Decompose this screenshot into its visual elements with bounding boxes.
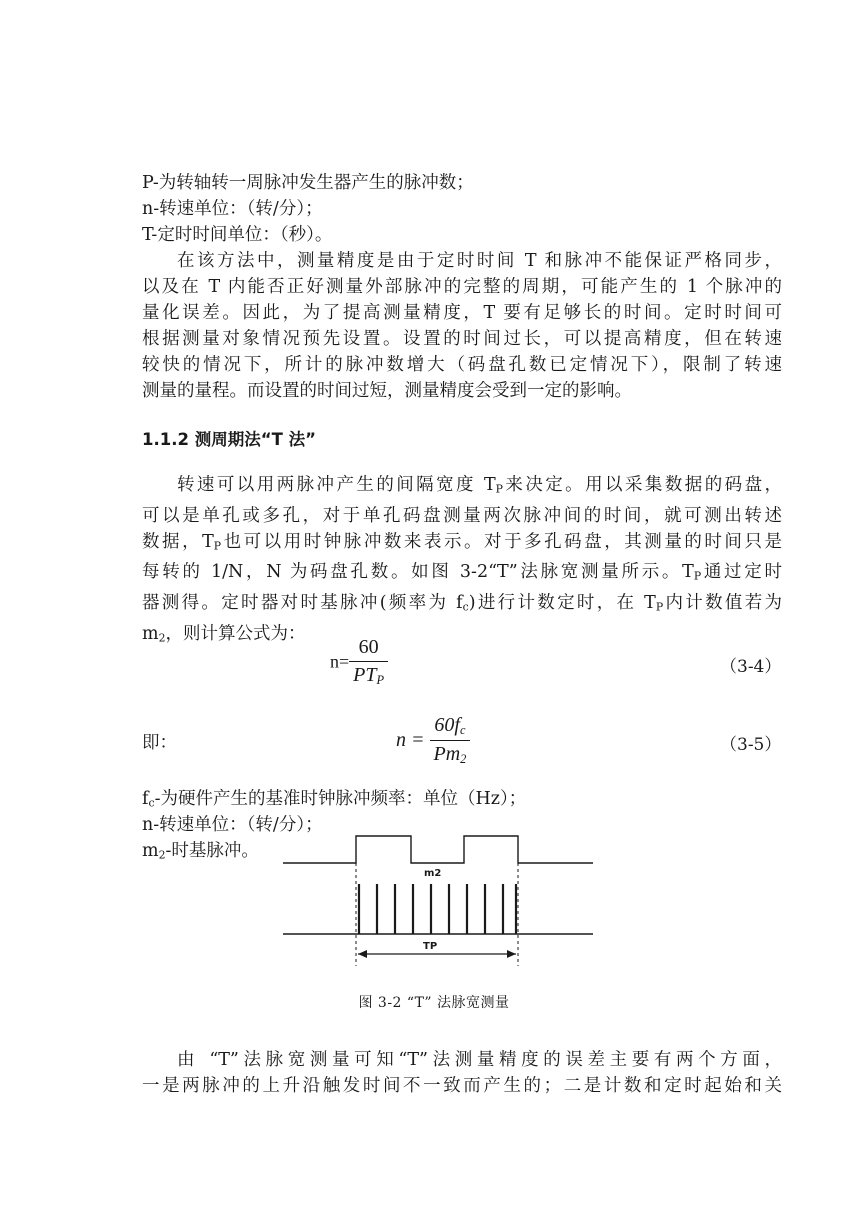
paragraph-line: 每转的 1/N，N 为码盘孔数。如图 3-2“T”法脉宽测量所示。$T_P$通过定时 [142,562,782,584]
paragraph-3 [142,1047,782,1099]
definition-fc: $f_c-$为硬件产生的基准时钟脉冲频率：单位（Hz）； [142,789,527,810]
figure-caption: 图 3-2 “T” 法脉宽测量 [358,995,510,1011]
definition-m2: $m_2-$时基脉冲。 [142,841,259,862]
equation-number-3-5: （3-5） [720,735,782,755]
paragraph-line: 以及在 T 内能否正好测量外部脉冲的完整的周期，可能产生的 1 个脉冲的 [142,277,782,297]
paragraph-line: 一是两脉冲的上升沿触发时间不一致而产生的；二是计数和定时起始和关 [142,1076,782,1096]
tp-arrowhead-left [358,950,367,958]
equation-denominator: $Pm_2$ [433,743,467,767]
definition-p: P-为转轴转一周脉冲发生器产生的脉冲数； [142,173,474,193]
definition-n: n-转速单位：（转/分）； [142,199,323,219]
equation-number-3-4: （3-4） [720,657,782,677]
equation-prefix: 即： [142,733,177,753]
clock-pulses [359,884,516,934]
definition-n-unit: n-转速单位：（转/分）； [142,815,323,835]
paragraph-line: 可以是单孔或多孔，对于单孔码盘测量两次脉冲间的时间，就可测出转述 [142,505,782,526]
paragraph-line: 转速可以用两脉冲产生的间隔宽度 $T_P$来决定。用以采集数据的码盘， [177,475,783,496]
paragraph-line: 测量的量程。而设置的时间过短，测量精度会受到一定的影响。 [142,381,632,401]
paragraph-line: 根据测量对象情况预先设置。设置的时间过长，可以提高精度，但在转速 [142,329,782,349]
section-heading: 1.1.2 测周期法“T 法” [142,430,316,449]
paragraph-line: 量化误差。因此，为了提高测量精度，T 要有足够长的时间。定时时间可 [142,303,782,323]
equation-denominator: $PT_P$ [353,664,385,688]
label-tp: TP [423,941,438,952]
paragraph-line: 器测得。定时器对时基脉冲(频率为 $f_c$)进行计数定时，在 $T_P$内计数值若为 [142,593,783,614]
equation-numerator: 60 [349,636,388,662]
pulse-waveform [283,836,593,863]
paragraph-line: 由 “T”法脉宽测量可知“T”法测量精度的误差主要有两个方面， [177,1050,782,1070]
paragraph-line: 数据，$T_P$也可以用时钟脉冲数来表示。对于多孔码盘，其测量的时间只是 [142,531,782,553]
paragraph-line: $m_2$，则计算公式为： [142,623,306,645]
definition-t: T-定时时间单位：（秒）。 [142,225,333,245]
label-m2: m2 [424,868,442,879]
equation-lhs: n= [330,651,350,672]
equation-numerator: $60f_c$ [430,714,471,741]
paragraph-line: 在该方法中，测量精度是由于定时时间 T 和脉冲不能保证严格同步， [177,251,782,271]
paragraph-line: 较快的情况下，所计的脉冲数增大（码盘孔数已定情况下），限制了转速 [142,355,782,375]
tp-arrowhead-right [507,950,516,958]
equation-lhs: n = [396,729,425,752]
